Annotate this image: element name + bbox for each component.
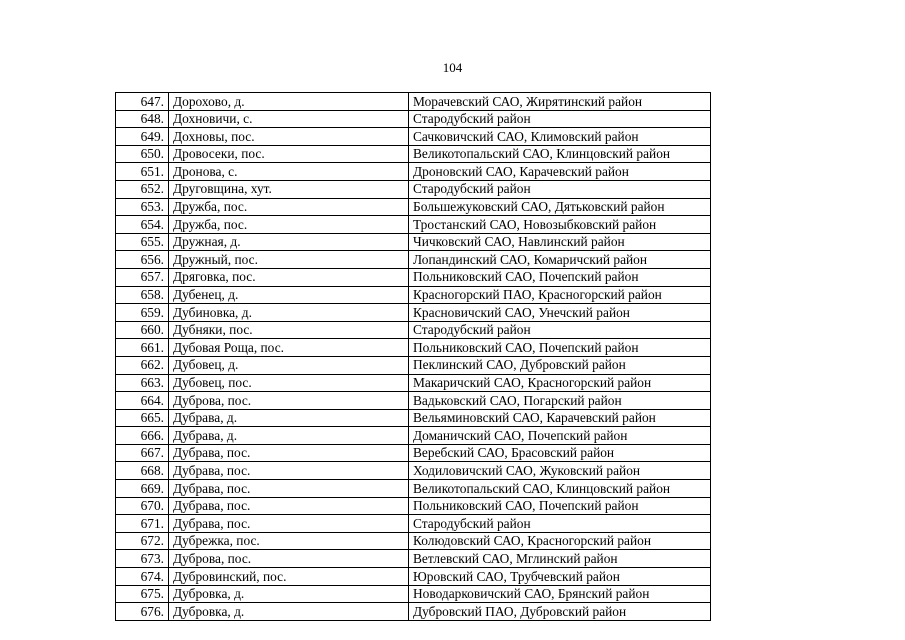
settlement-name: Дружная, д.: [169, 233, 409, 251]
row-number: 654.: [116, 216, 169, 234]
table-row: [116, 304, 711, 322]
table-row: [116, 550, 711, 568]
settlement-table: [115, 92, 711, 621]
district-name: Лопандинский САО, Комаричский район: [409, 251, 711, 269]
row-number: 673.: [116, 550, 169, 568]
table-row: [116, 145, 711, 163]
settlement-name: Дубрава, пос.: [169, 497, 409, 515]
settlement-name: Друговщина, хут.: [169, 180, 409, 198]
row-number: 672.: [116, 532, 169, 550]
district-name: Вельяминовский САО, Карачевский район: [409, 409, 711, 427]
district-name: Тростанский САО, Новозыбковский район: [409, 216, 711, 234]
table-row: [116, 321, 711, 339]
district-name: Стародубский район: [409, 321, 711, 339]
row-number: 676.: [116, 603, 169, 621]
row-number: 665.: [116, 409, 169, 427]
settlement-name: Дубровинский, пос.: [169, 568, 409, 586]
district-name: Польниковский САО, Почепский район: [409, 339, 711, 357]
table-row: [116, 251, 711, 269]
table-row: [116, 110, 711, 128]
row-number: 650.: [116, 145, 169, 163]
district-name: Великотопальский САО, Клинцовский район: [409, 145, 711, 163]
district-name: Красновичский САО, Унечский район: [409, 304, 711, 322]
table-row: [116, 392, 711, 410]
settlement-name: Дубрава, пос.: [169, 515, 409, 533]
table-row: [116, 603, 711, 621]
row-number: 648.: [116, 110, 169, 128]
table-row: [116, 339, 711, 357]
table-row: [116, 180, 711, 198]
row-number: 657.: [116, 268, 169, 286]
table-row: [116, 216, 711, 234]
row-number: 660.: [116, 321, 169, 339]
settlement-name: Дубняки, пос.: [169, 321, 409, 339]
district-name: Красногорский ПАО, Красногорский район: [409, 286, 711, 304]
row-number: 647.: [116, 93, 169, 111]
settlement-name: Дубовец, пос.: [169, 374, 409, 392]
row-number: 661.: [116, 339, 169, 357]
settlement-name: Дубиновка, д.: [169, 304, 409, 322]
table-row: [116, 268, 711, 286]
district-name: Сачковичский САО, Климовский район: [409, 128, 711, 146]
settlement-name: Дружба, пос.: [169, 198, 409, 216]
table-row: [116, 286, 711, 304]
page-number: 104: [442, 60, 463, 75]
settlement-name: Дровосеки, пос.: [169, 145, 409, 163]
table-row: [116, 568, 711, 586]
district-name: Новодарковичский САО, Брянский район: [409, 585, 711, 603]
table-row: [116, 497, 711, 515]
district-name: Польниковский САО, Почепский район: [409, 268, 711, 286]
district-name: Чичковский САО, Навлинский район: [409, 233, 711, 251]
district-name: Стародубский район: [409, 110, 711, 128]
row-number: 653.: [116, 198, 169, 216]
table-row: [116, 128, 711, 146]
row-number: 668.: [116, 462, 169, 480]
settlement-name: Дубовая Роща, пос.: [169, 339, 409, 357]
table-row: [116, 356, 711, 374]
settlement-name: Дубрежка, пос.: [169, 532, 409, 550]
table-row: [116, 585, 711, 603]
district-name: Доманичский САО, Почепский район: [409, 427, 711, 445]
row-number: 669.: [116, 480, 169, 498]
row-number: 662.: [116, 356, 169, 374]
row-number: 656.: [116, 251, 169, 269]
settlement-name: Дубрава, пос.: [169, 462, 409, 480]
settlement-table-body: [116, 93, 711, 621]
table-row: [116, 374, 711, 392]
settlement-name: Дубрава, д.: [169, 409, 409, 427]
settlement-name: Дуброва, пос.: [169, 550, 409, 568]
table-row: [116, 427, 711, 445]
table-row: [116, 163, 711, 181]
settlement-name: Дохновичи, с.: [169, 110, 409, 128]
district-name: Дубровский ПАО, Дубровский район: [409, 603, 711, 621]
district-name: Ветлевский САО, Мглинский район: [409, 550, 711, 568]
row-number: 666.: [116, 427, 169, 445]
district-name: Вадьковский САО, Погарский район: [409, 392, 711, 410]
settlement-name: Дубовец, д.: [169, 356, 409, 374]
table-row: [116, 198, 711, 216]
settlement-name: Дружба, пос.: [169, 216, 409, 234]
row-number: 655.: [116, 233, 169, 251]
table-row: [116, 532, 711, 550]
row-number: 663.: [116, 374, 169, 392]
settlement-name: Дубрава, пос.: [169, 444, 409, 462]
settlement-name: Дружный, пос.: [169, 251, 409, 269]
row-number: 659.: [116, 304, 169, 322]
settlement-name: Дорохово, д.: [169, 93, 409, 111]
district-name: Макаричский САО, Красногорский район: [409, 374, 711, 392]
settlement-name: Дряговка, пос.: [169, 268, 409, 286]
settlement-name: Дубрава, д.: [169, 427, 409, 445]
row-number: 651.: [116, 163, 169, 181]
row-number: 674.: [116, 568, 169, 586]
district-name: Дроновский САО, Карачевский район: [409, 163, 711, 181]
row-number: 671.: [116, 515, 169, 533]
row-number: 649.: [116, 128, 169, 146]
table-row: [116, 462, 711, 480]
row-number: 670.: [116, 497, 169, 515]
table-row: [116, 409, 711, 427]
row-number: 652.: [116, 180, 169, 198]
district-name: Юровский САО, Трубчевский район: [409, 568, 711, 586]
row-number: 664.: [116, 392, 169, 410]
district-name: Большежуковский САО, Дятьковский район: [409, 198, 711, 216]
table-row: [116, 233, 711, 251]
settlement-name: Дронова, с.: [169, 163, 409, 181]
settlement-name: Дохновы, пос.: [169, 128, 409, 146]
district-name: Стародубский район: [409, 515, 711, 533]
district-name: Морачевский САО, Жирятинский район: [409, 93, 711, 111]
district-name: Колюдовский САО, Красногорский район: [409, 532, 711, 550]
settlement-name: Дуброва, пос.: [169, 392, 409, 410]
settlement-name: Дубровка, д.: [169, 603, 409, 621]
table-row: [116, 444, 711, 462]
settlement-name: Дубенец, д.: [169, 286, 409, 304]
row-number: 667.: [116, 444, 169, 462]
table-row: [116, 515, 711, 533]
settlement-name: Дубрава, пос.: [169, 480, 409, 498]
row-number: 675.: [116, 585, 169, 603]
row-number: 658.: [116, 286, 169, 304]
table-row: [116, 93, 711, 111]
district-name: Великотопальский САО, Клинцовский район: [409, 480, 711, 498]
district-name: Польниковский САО, Почепский район: [409, 497, 711, 515]
settlement-name: Дубровка, д.: [169, 585, 409, 603]
district-name: Стародубский район: [409, 180, 711, 198]
district-name: Пеклинский САО, Дубровский район: [409, 356, 711, 374]
district-name: Веребский САО, Брасовский район: [409, 444, 711, 462]
district-name: Ходиловичский САО, Жуковский район: [409, 462, 711, 480]
table-row: [116, 480, 711, 498]
